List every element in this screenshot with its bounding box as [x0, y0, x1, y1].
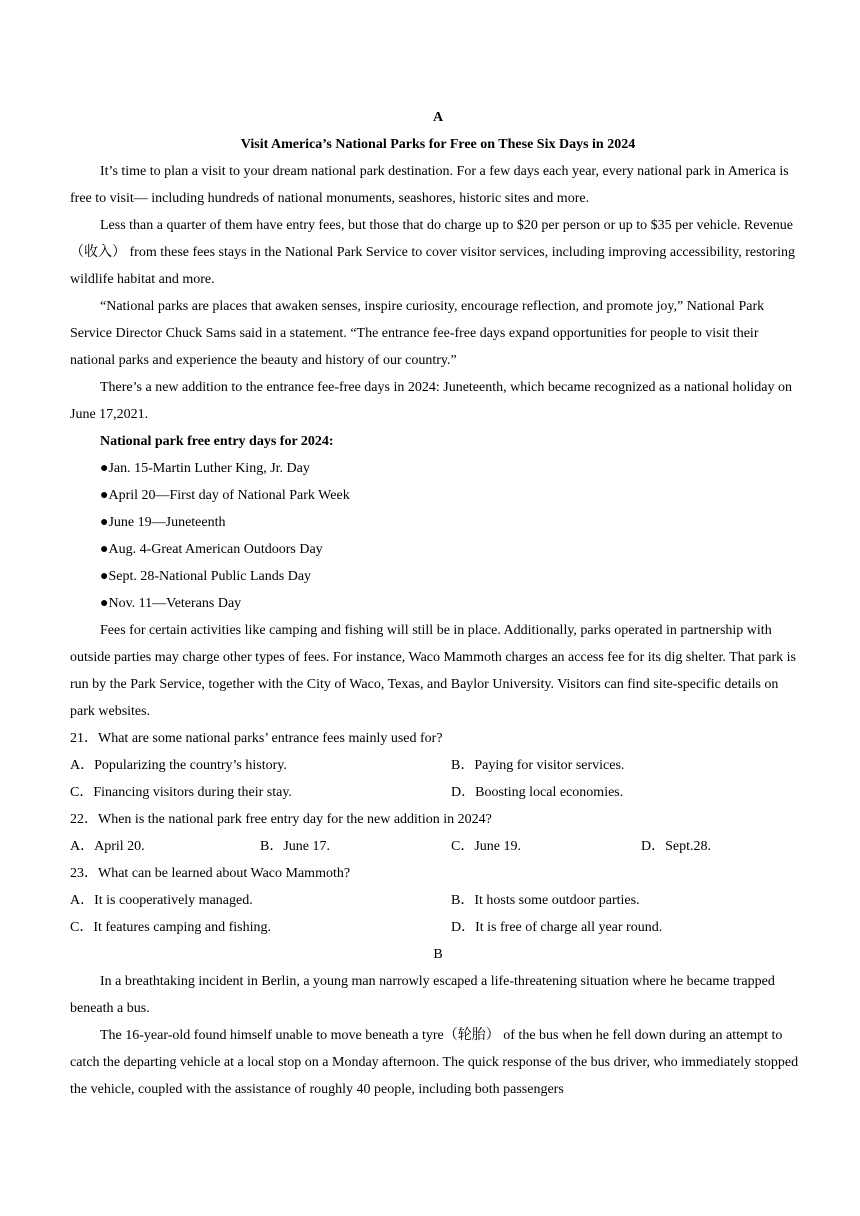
list-item: ●Nov. 11—Veterans Day [100, 596, 242, 611]
passage-b-paragraph-1: In a breathtaking incident in Berlin, a young man narrowly escaped a life-threatening situation where he became trapped beneath a bus. [70, 974, 775, 1016]
free-days-heading: National park free entry days for 2024: [100, 434, 334, 449]
question-22-option-c: C．June 19. [451, 839, 521, 854]
question-23-option-a: A．It is cooperatively managed. [70, 893, 253, 908]
list-item: ●Jan. 15-Martin Luther King, Jr. Day [100, 461, 310, 476]
question-21-stem: 21．What are some national parks’ entrance fees mainly used for? [70, 731, 443, 746]
question-23-option-b: B．It hosts some outdoor parties. [451, 893, 640, 908]
passage-a-paragraph-1: It’s time to plan a visit to your dream national park destination. For a few days each year, every national park in America is free to visit— including hundreds of national monuments, seashores, historic sites and more. [70, 164, 789, 206]
question-21-option-d: D．Boosting local economies. [451, 785, 624, 800]
question-22-option-b: B．June 17. [260, 839, 330, 854]
question-23-stem: 23．What can be learned about Waco Mammoth? [70, 866, 351, 881]
passage-a-closing-paragraph: Fees for certain activities like camping and fishing will still be in place. Additionally, parks operated in partnership with outside parties may charge other types of fees. For instance, Waco Mammoth charges an access fee for its dig shelter. That park is run by the Park Service, together with the City of Waco, Texas, and Baylor University. Visitors can find site-specific details on park websites. [70, 623, 797, 719]
question-21-options [70, 752, 806, 806]
passage-a-title: Visit America’s National Parks for Free on These Six Days in 2024 [240, 137, 636, 152]
question-22-stem: 22．When is the national park free entry day for the new addition in 2024? [70, 812, 492, 827]
passage-b-paragraph-2: The 16-year-old found himself unable to move beneath a tyre（轮胎） of the bus when he fell down during an attempt to catch the departing vehicle at a local stop on a Monday afternoon. The quick response of the bus driver, who immediately stopped the vehicle, coupled with the assistance of roughly 40 people, including both passengers [70, 1028, 799, 1097]
list-item: ●Sept. 28-National Public Lands Day [100, 569, 312, 584]
list-item: ●Aug. 4-Great American Outdoors Day [100, 542, 323, 557]
question-22-option-a: A．April 20. [70, 839, 145, 854]
question-22-options [70, 833, 806, 860]
passage-a-paragraph-3: “National parks are places that awaken senses, inspire curiosity, encourage reflection, and promote joy,” National Park Service Director Chuck Sams said in a statement. “The entrance fee-free days expand opportunities for people to visit their national parks and experience the beauty and history of our country.” [70, 299, 765, 368]
question-23-options [70, 887, 806, 941]
question-22-option-d: D．Sept.28. [641, 839, 711, 854]
question-21-option-c: C．Financing visitors during their stay. [70, 785, 292, 800]
passage-a-paragraph-2: Less than a quarter of them have entry fees, but those that do charge up to $20 per person or up to $35 per vehicle. Revenue（收入） from these fees stays in the National Park Service to cover visitor services, including improving accessibility, restoring wildlife habitat and more. [70, 218, 795, 287]
section-b-label: B [433, 947, 443, 962]
passage-a-paragraph-4: There’s a new addition to the entrance fee-free days in 2024: Juneteenth, which became recognized as a national holiday on June 17,2021. [70, 380, 792, 422]
question-23-option-c: C．It features camping and fishing. [70, 920, 272, 935]
list-item: ●June 19—Juneteenth [100, 515, 226, 530]
document-page [70, 104, 806, 1103]
question-23-option-d: D．It is free of charge all year round. [451, 920, 663, 935]
section-a-label: A [432, 110, 444, 125]
question-21-option-b: B．Paying for visitor services. [451, 758, 625, 773]
list-item: ●April 20—First day of National Park Week [100, 488, 350, 503]
question-21-option-a: A．Popularizing the country’s history. [70, 758, 287, 773]
